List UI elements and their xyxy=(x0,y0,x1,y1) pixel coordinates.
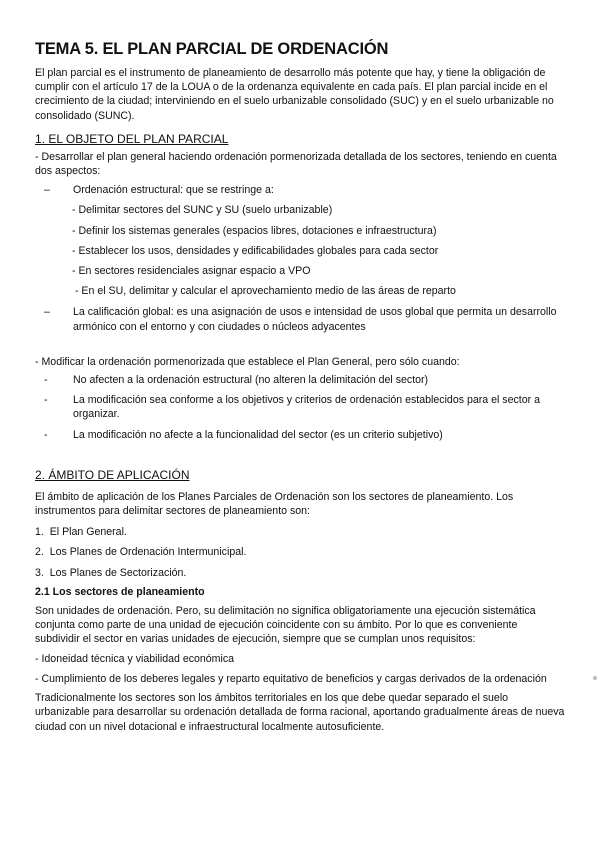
list-item: - En el SU, delimitar y calcular el aprovechamiento medio de las áreas de reparto xyxy=(72,285,456,298)
list-item xyxy=(35,373,565,387)
modificar-lead: - Modificar la ordenación pormenorizada que establece el Plan General, pero sólo cuando: xyxy=(35,355,460,368)
dash-marker: – xyxy=(44,184,50,197)
requisito-2: - Cumplimiento de los deberes legales y reparto equitativo de beneficios y cargas derivados de la ordenación xyxy=(35,672,547,685)
list-item: - En sectores residenciales asignar espacio a VPO xyxy=(72,265,311,278)
section-2-heading: 2. ÁMBITO DE APLICACIÓN xyxy=(35,467,190,482)
intro-paragraph: El plan parcial es el instrumento de planeamiento de desarrollo más potente que hay, y tiene la obligación de cumplir con el artículo 17 de la LOUA o de la ordenanza equivalente en cada país. El plan parcial incide en el crecimiento de la ciudad; interviniendo en el suelo urbanizable consolidado (SUC) y en el suelo urbanizable no consolidado (SUNC). xyxy=(35,67,554,122)
list-item: 1. El Plan General. xyxy=(35,526,127,539)
list-item: - Delimitar sectores del SUNC y SU (suelo urbanizable) xyxy=(72,204,333,217)
document-page xyxy=(35,40,565,734)
list-item-text: No afecten a la ordenación estructural (no alteren la delimitación del sector) xyxy=(73,374,429,387)
list-item xyxy=(35,428,565,442)
section-1-lead: - Desarrollar el plan general haciendo ordenación pormenorizada detallada de los sectores, teniendo en cuenta dos aspectos: xyxy=(35,150,557,178)
margin-dot xyxy=(593,676,597,680)
section-2-intro: El ámbito de aplicación de los Planes Parciales de Ordenación son los sectores de planeamiento. Los instrumentos para delimitar sectores de planeamiento son: xyxy=(35,490,514,518)
list-item xyxy=(35,393,565,421)
list-item-text: La modificación sea conforme a los objetivos y criterios de ordenación establecidos para el sector a organizar. xyxy=(73,394,540,421)
list-item: - Establecer los usos, densidades y edificabilidades globales para cada sector xyxy=(72,244,439,257)
instruments-list xyxy=(35,525,565,580)
page-title: TEMA 5. EL PLAN PARCIAL DE ORDENACIÓN xyxy=(35,40,389,58)
section-1-heading: 1. EL OBJETO DEL PLAN PARCIAL xyxy=(35,131,229,146)
dash-marker: - xyxy=(44,428,48,441)
aspect-calificacion-text: La calificación global: es una asignación de usos e intensidad de usos global que permita un desarrollo armónico con el entorno y con ciudades o núcleos adyacentes xyxy=(73,306,557,333)
list-item: 3. Los Planes de Sectorización. xyxy=(35,566,187,579)
aspects-list xyxy=(35,183,565,334)
dash-marker: - xyxy=(44,394,48,407)
aspect-calificacion xyxy=(35,305,565,333)
dash-marker: – xyxy=(44,306,50,319)
subsection-2-1-heading: 2.1 Los sectores de planeamiento xyxy=(35,585,205,598)
requisito-1: - Idoneidad técnica y viabilidad económica xyxy=(35,652,235,665)
dash-marker: - xyxy=(44,374,48,387)
modificar-list xyxy=(35,373,565,442)
list-item: - Definir los sistemas generales (espacios libres, dotaciones e infraestructura) xyxy=(72,224,437,237)
aspect-ordenacion xyxy=(35,183,565,197)
list-item: 2. Los Planes de Ordenación Intermunicipal. xyxy=(35,546,247,559)
closing-paragraph: Tradicionalmente los sectores son los ámbitos territoriales en los que debe quedar separado el suelo urbanizable para desarrollar su ordenación detallada de forma racional, aportando gradualmente áreas de nueva ciudad con un nivel dotacional e infraestructural localmente autosuficiente. xyxy=(35,692,565,733)
subsection-2-1-text: Son unidades de ordenación. Pero, su delimitación no significa obligatoriamente una ejecución sistemática conjunta como parte de una unidad de ejecución coincidente con su ámbito. Por lo que es conveniente subdividir el sector en varias unidades de ejecución, siempre que se cumplan unos requisitos: xyxy=(35,605,536,646)
aspect-ordenacion-text: Ordenación estructural: que se restringe a: xyxy=(73,184,274,197)
list-item-text: La modificación no afecte a la funcionalidad del sector (es un criterio subjetivo) xyxy=(73,428,443,441)
